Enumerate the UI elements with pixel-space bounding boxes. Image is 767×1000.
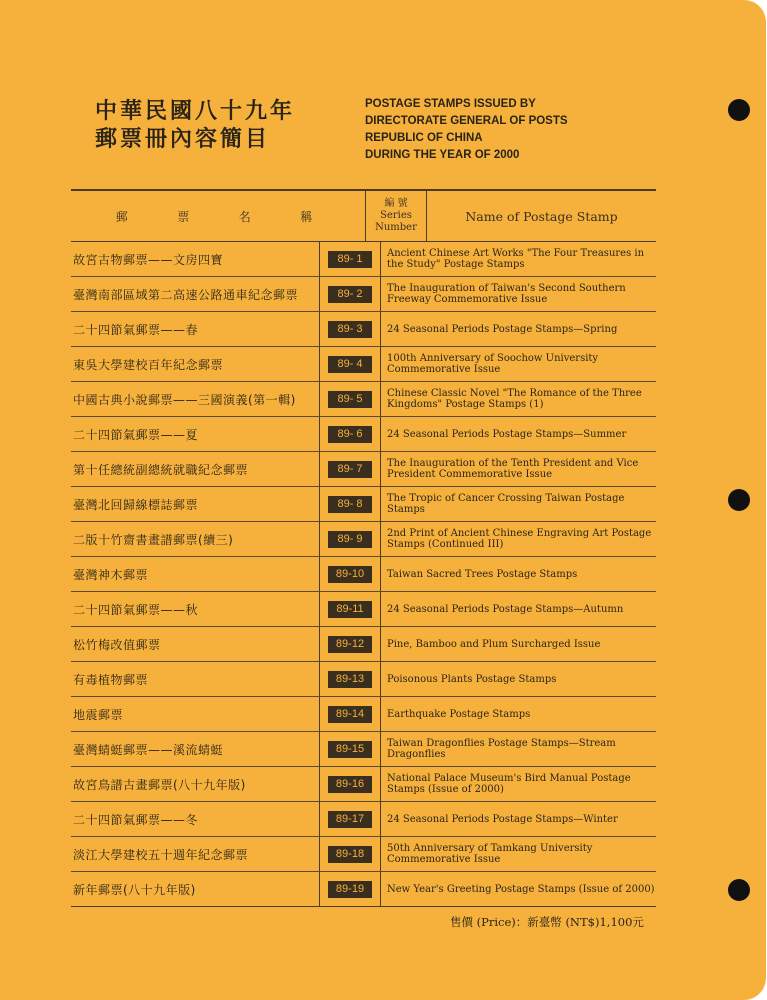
stamp-name-zh: 臺灣蜻蜓郵票——溪流蜻蜓 (73, 742, 224, 757)
table-row (71, 417, 656, 452)
table-row (71, 837, 656, 872)
series-number-badge: 89- 6 (328, 426, 372, 443)
series-number-cell (319, 382, 381, 416)
series-number-cell (319, 697, 381, 731)
table-row (71, 802, 656, 837)
header-char: 名 (238, 209, 251, 224)
stamp-name-zh: 松竹梅改值郵票 (73, 637, 161, 652)
series-number-cell (319, 662, 381, 696)
english-title-line-1: POSTAGE STAMPS ISSUED BY (365, 98, 536, 110)
stamp-name-en: Pine, Bamboo and Plum Surcharged Issue (387, 638, 601, 650)
stamp-name-en: Chinese Classic Novel "The Romance of the Three Kingdoms" Postage Stamps (1) (387, 388, 642, 410)
stamp-name-zh: 新年郵票(八十九年版) (73, 882, 196, 897)
stamp-name-zh: 臺灣北回歸線標誌郵票 (73, 497, 199, 512)
series-number-cell (319, 487, 381, 521)
stamp-name-en: Ancient Chinese Art Works "The Four Treasures in the Study" Postage Stamps (387, 248, 645, 270)
series-number-badge: 89-16 (328, 776, 372, 793)
series-number-cell (319, 837, 381, 871)
series-number-cell (319, 522, 381, 556)
stamp-name-zh: 二十四節氣郵票——冬 (73, 812, 199, 827)
series-number-cell (319, 312, 381, 346)
table-header (71, 191, 656, 242)
series-number-badge: 89- 1 (328, 251, 372, 268)
series-number-badge: 89-17 (328, 811, 372, 828)
table-row (71, 347, 656, 382)
series-number-cell (319, 627, 381, 661)
series-number-cell (319, 557, 381, 591)
series-number-cell (319, 277, 381, 311)
english-title-line-3: REPUBLIC OF CHINA (365, 132, 483, 144)
stamp-name-en: 24 Seasonal Periods Postage Stamps—Winter (387, 813, 618, 825)
stamp-name-en: Taiwan Dragonflies Postage Stamps—Stream Dragonflies (387, 738, 616, 760)
stamp-name-zh: 有毒植物郵票 (73, 672, 149, 687)
english-title-line-2: DIRECTORATE GENERAL OF POSTS (365, 115, 568, 127)
series-number-badge: 89- 4 (328, 356, 372, 373)
table-row (71, 312, 656, 347)
table-row (71, 697, 656, 732)
stamp-name-en: Earthquake Postage Stamps (387, 708, 531, 720)
header-number-en-2: Number (375, 222, 417, 233)
stamp-name-en: 100th Anniversary of Soochow University Commemorative Issue (387, 353, 599, 375)
header-series-number (365, 191, 427, 241)
table-row (71, 592, 656, 627)
binder-hole-middle (728, 489, 750, 511)
table-row (71, 767, 656, 802)
chinese-title-line-1: 中華民國八十九年 (95, 99, 296, 124)
stamp-name-en: Poisonous Plants Postage Stamps (387, 673, 557, 685)
chinese-title (95, 98, 295, 154)
series-number-cell (319, 592, 381, 626)
header-stamp-name-en: Name of Postage Stamp (465, 208, 618, 224)
stamp-name-zh: 臺灣南部區域第二高速公路通車紀念郵票 (73, 287, 299, 302)
stamp-name-zh: 二十四節氣郵票——夏 (73, 427, 199, 442)
table-row (71, 627, 656, 662)
series-number-cell (319, 347, 381, 381)
series-number-cell (319, 452, 381, 486)
table-row (71, 557, 656, 592)
series-number-badge: 89- 8 (328, 496, 372, 513)
table-row (71, 487, 656, 522)
stamp-name-zh: 臺灣神木郵票 (73, 567, 149, 582)
chinese-title-line-2: 郵票冊內容簡目 (95, 127, 271, 152)
stamp-name-en: 2nd Print of Ancient Chinese Engraving Art Postage Stamps (Continued III) (387, 528, 652, 550)
header-char: 票 (177, 209, 190, 224)
table-row (71, 732, 656, 767)
series-number-badge: 89-14 (328, 706, 372, 723)
series-number-badge: 89-13 (328, 671, 372, 688)
table-row (71, 522, 656, 557)
stamp-name-en: The Inauguration of the Tenth President and Vice President Commemorative Issue (387, 458, 639, 480)
table-row (71, 277, 656, 312)
table-row (71, 662, 656, 697)
stamp-name-zh: 第十任總統副總統就職紀念郵票 (73, 462, 249, 477)
stamp-name-en: 24 Seasonal Periods Postage Stamps—Spring (387, 323, 618, 335)
series-number-cell (319, 242, 381, 276)
series-number-cell (319, 767, 381, 801)
header-char: 稱 (300, 209, 313, 224)
stamp-name-en: The Inauguration of Taiwan's Second Southern Freeway Commemorative Issue (387, 283, 626, 305)
stamp-table (71, 189, 656, 907)
series-number-cell (319, 417, 381, 451)
header-char: 郵 (115, 209, 128, 224)
header-number-zh: 編 號 (384, 198, 408, 209)
price-label: 售價 (Price)：新臺幣 (NT$)1,100元 (450, 915, 644, 929)
series-number-badge: 89-10 (328, 566, 372, 583)
stamp-name-en: 24 Seasonal Periods Postage Stamps—Autumn (387, 603, 624, 615)
stamp-name-zh: 二版十竹齋書畫譜郵票(續三) (73, 532, 234, 547)
stamp-name-zh: 二十四節氣郵票——秋 (73, 602, 199, 617)
series-number-badge: 89- 5 (328, 391, 372, 408)
stamp-name-zh: 中國古典小說郵票——三國演義(第一輯) (73, 392, 296, 407)
series-number-badge: 89- 3 (328, 321, 372, 338)
table-row (71, 382, 656, 417)
stamp-name-zh: 故宮古物郵票——文房四寶 (73, 252, 224, 267)
table-body (71, 242, 656, 907)
header-stamp-name-zh (71, 191, 365, 241)
series-number-badge: 89- 9 (328, 531, 372, 548)
stamp-name-zh: 二十四節氣郵票——春 (73, 322, 199, 337)
binder-hole-top (728, 99, 750, 121)
stamp-name-en: The Tropic of Cancer Crossing Taiwan Postage Stamps (387, 493, 625, 515)
stamp-name-en: 24 Seasonal Periods Postage Stamps—Summer (387, 428, 627, 440)
series-number-cell (319, 872, 381, 906)
stamp-name-zh: 東吳大學建校百年紀念郵票 (73, 357, 224, 372)
stamp-name-en: New Year's Greeting Postage Stamps (Issue of 2000) (387, 883, 655, 895)
english-title (365, 96, 568, 164)
series-number-badge: 89- 2 (328, 286, 372, 303)
series-number-cell (319, 802, 381, 836)
stamp-name-en: National Palace Museum's Bird Manual Postage Stamps (Issue of 2000) (387, 773, 631, 795)
series-number-badge: 89- 7 (328, 461, 372, 478)
header-number-en-1: Series (380, 210, 412, 221)
series-number-badge: 89-12 (328, 636, 372, 653)
series-number-badge: 89-18 (328, 846, 372, 863)
stamp-name-zh: 淡江大學建校五十週年紀念郵票 (73, 847, 249, 862)
series-number-badge: 89-19 (328, 881, 372, 898)
series-number-badge: 89-15 (328, 741, 372, 758)
stamp-name-en: 50th Anniversary of Tamkang University Commemorative Issue (387, 843, 593, 865)
table-row (71, 872, 656, 907)
binder-hole-bottom (728, 879, 750, 901)
series-number-badge: 89-11 (328, 601, 372, 618)
stamp-name-en: Taiwan Sacred Trees Postage Stamps (387, 568, 578, 580)
english-title-line-4: DURING THE YEAR OF 2000 (365, 149, 520, 161)
stamp-name-zh: 地震郵票 (73, 707, 124, 722)
table-row (71, 452, 656, 487)
stamp-name-zh: 故宮鳥譜古畫郵票(八十九年版) (73, 777, 246, 792)
series-number-cell (319, 732, 381, 766)
table-row (71, 242, 656, 277)
